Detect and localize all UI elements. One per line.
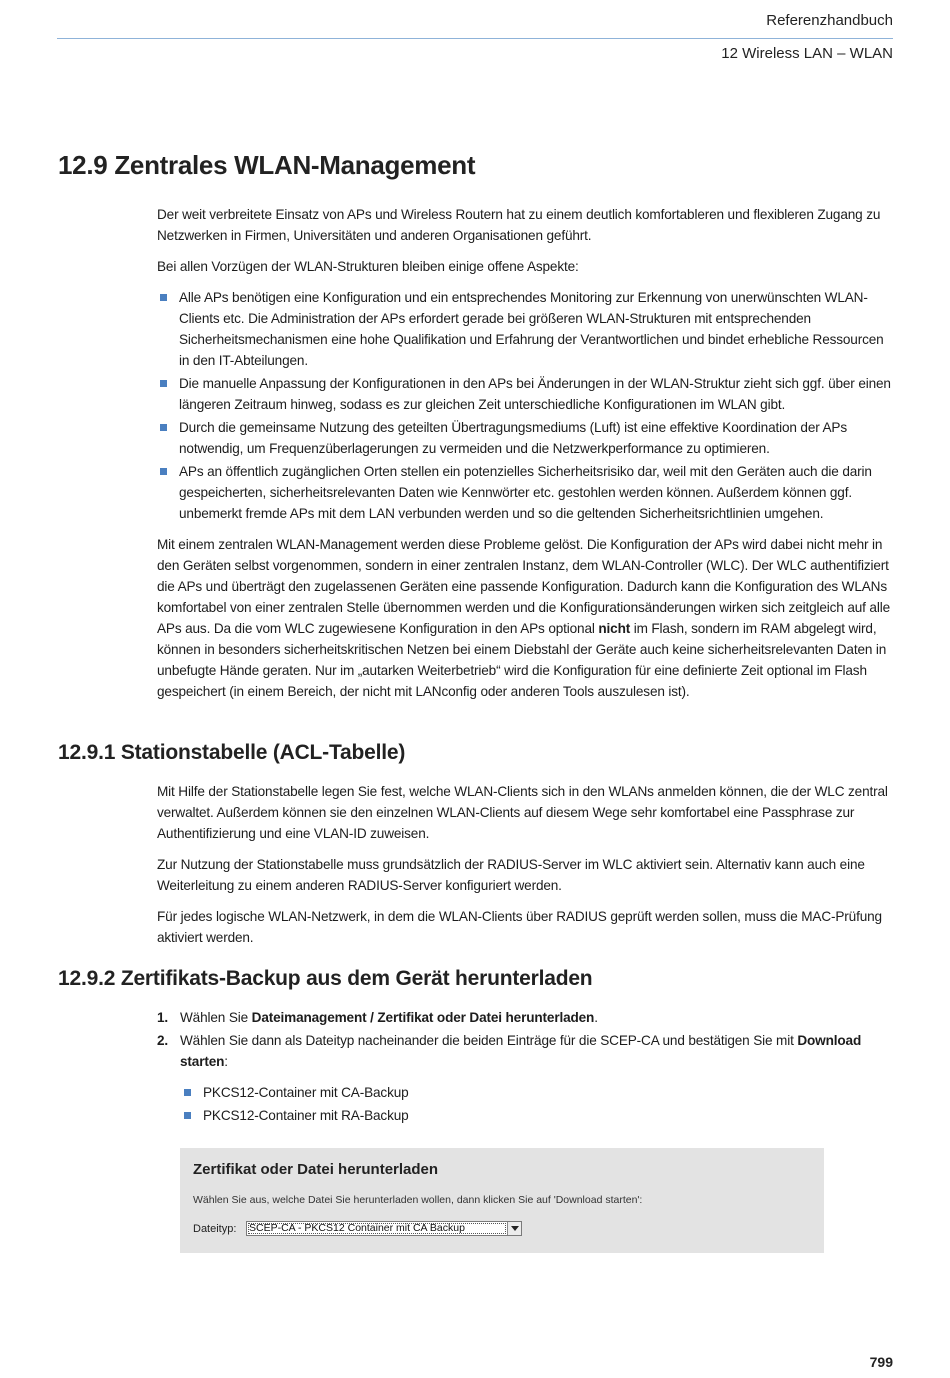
filetype-selected-value: SCEP-CA - PKCS12 Container mit CA Backup (249, 1222, 465, 1234)
download-dialog-panel (180, 1148, 824, 1253)
subsection-title-backup: 12.9.2 Zertifikats-Backup aus dem Gerät herunterladen (58, 967, 593, 990)
bullet-square-icon (160, 424, 167, 431)
subsection-backup-body (157, 1007, 895, 1126)
bullet-square-icon (160, 468, 167, 475)
acl-paragraph-2: Zur Nutzung der Stationstabelle muss grundsätzlich der RADIUS-Server im WLC aktiviert sein. Alternativ kann auch eine Weiterleitung zu einem anderen RADIUS-Server konfiguriert werden. (157, 857, 865, 893)
dialog-title: Zertifikat oder Datei herunterladen (193, 1161, 439, 1178)
acl-paragraph-3: Für jedes logische WLAN-Netzwerk, in dem die WLAN-Clients über RADIUS geprüft werden sollen, muss die MAC-Prüfung aktiviert werden. (157, 909, 882, 945)
chevron-down-icon[interactable] (507, 1222, 521, 1235)
intro-paragraph-2: Bei allen Vorzügen der WLAN-Strukturen bleiben einige offene Aspekte: (157, 259, 579, 274)
step-2: 2. Wählen Sie dann als Dateityp nacheinander die beiden Einträge für die SCEP-CA und bestätigen Sie mit Download starten: (157, 1033, 862, 1069)
filetype-options-list (157, 1082, 895, 1126)
step-1: 1. Wählen Sie Dateimanagement / Zertifikat oder Datei herunterladen. (157, 1010, 598, 1025)
filetype-label: Dateityp: (193, 1223, 237, 1235)
list-item: PKCS12-Container mit CA-Backup (181, 1082, 895, 1103)
list-item: Die manuelle Anpassung der Konfigurationen in den APs bei Änderungen in der WLAN-Struktur zieht sich ggf. über einen längeren Zeitraum hinweg, sodass es zur gleichen Zeit unterschiedliche Konfigurationen im WLAN gibt. (157, 373, 895, 415)
header-chapter: 12 Wireless LAN – WLAN (721, 45, 893, 62)
header-rule (57, 38, 893, 39)
intro-paragraph-1: Der weit verbreitete Einsatz von APs und Wireless Routern hat zu einem deutlich komfortableren und flexibleren Zugang zu Netzwerken in Firmen, Universitäten und anderen Organisationen geführt. (157, 207, 881, 243)
section-title: 12.9 Zentrales WLAN-Management (58, 150, 476, 180)
list-item: APs an öffentlich zugänglichen Orten stellen ein potenzielles Sicherheitsrisiko dar, weil mit den Geräten auch die darin gespeicherten, sicherheitsrelevanten Daten wie Kennwörter etc. gestohlen werden können. Außerdem können ggf. unbemerkt fremde APs mit dem LAN verbunden werden und so die geltenden Sicherheitsrichtlinien umgehen. (157, 461, 895, 524)
aspects-list (157, 287, 895, 524)
outro-paragraph: Mit einem zentralen WLAN-Management werden diese Probleme gelöst. Die Konfiguration der APs wird dabei nicht mehr in den Geräten selbst vorgenommen, sondern in einer zentralen Instanz, dem WLAN-Controller (WLC). Der WLC authentifiziert die APs und überträgt den zugelassenen Geräten eine passende Konfiguration. Dadurch kann die Konfiguration des WLANs komfortabel von einer zentralen Stelle übernommen werden und die Konfigurationsänderungen wirken sich zeitgleich auf alle APs aus. Da die vom WLC zugewiesene Konfiguration in den APs optional nicht im Flash, sondern im RAM abgelegt wird, können in besonders sicherheitskritischen Netzen bei einem Diebstahl der Geräte auch keine sicherheitsrelevanten Daten in unbefugte Hände geraten. Nur im „autarken Weiterbetrieb“ wird die Konfiguration für eine definierte Zeit optional im Flash gespeichert (in einem Bereich, der nicht mit LANconfig oder anderen Tools auszulesen ist). (157, 537, 890, 699)
section-intro (157, 204, 895, 702)
bullet-square-icon (184, 1112, 191, 1119)
list-item: Durch die gemeinsame Nutzung des geteilten Übertragungsmediums (Luft) ist eine effektive Koordination der APs notwendig, um Frequenzüberlagerungen zu vermeiden und die Netzwerkperformance zu optimieren. (157, 417, 895, 459)
bullet-square-icon (160, 380, 167, 387)
bullet-square-icon (160, 294, 167, 301)
dialog-description: Wählen Sie aus, welche Datei Sie herunterladen wollen, dann klicken Sie auf 'Download starten': (193, 1194, 643, 1206)
bullet-square-icon (184, 1089, 191, 1096)
subsection-acl-body (157, 781, 895, 948)
list-item: Alle APs benötigen eine Konfiguration und ein entsprechendes Monitoring zur Erkennung von unerwünschten WLAN-Clients etc. Die Administration der APs erfordert gerade bei größeren WLAN-Strukturen mit entsprechenden Sicherheitsmechanismen eine hohe Qualifikation und Erfahrung der Verantwortlichen und bindet erhebliche Ressourcen in den IT-Abteilungen. (157, 287, 895, 371)
header-book-title: Referenzhandbuch (766, 12, 893, 29)
subsection-title-acl: 12.9.1 Stationstabelle (ACL-Tabelle) (58, 741, 406, 764)
acl-paragraph-1: Mit Hilfe der Stationstabelle legen Sie fest, welche WLAN-Clients sich in den WLANs anmelden können, die der WLC zentral verwaltet. Außerdem können sie den einzelnen WLAN-Clients auf diesem Wege sehr komfortabel eine Passphrase zur Authentifizierung und eine VLAN-ID zuweisen. (157, 784, 888, 841)
filetype-select[interactable] (246, 1221, 522, 1236)
list-item: PKCS12-Container mit RA-Backup (181, 1105, 895, 1126)
page-number: 799 (869, 1354, 893, 1370)
